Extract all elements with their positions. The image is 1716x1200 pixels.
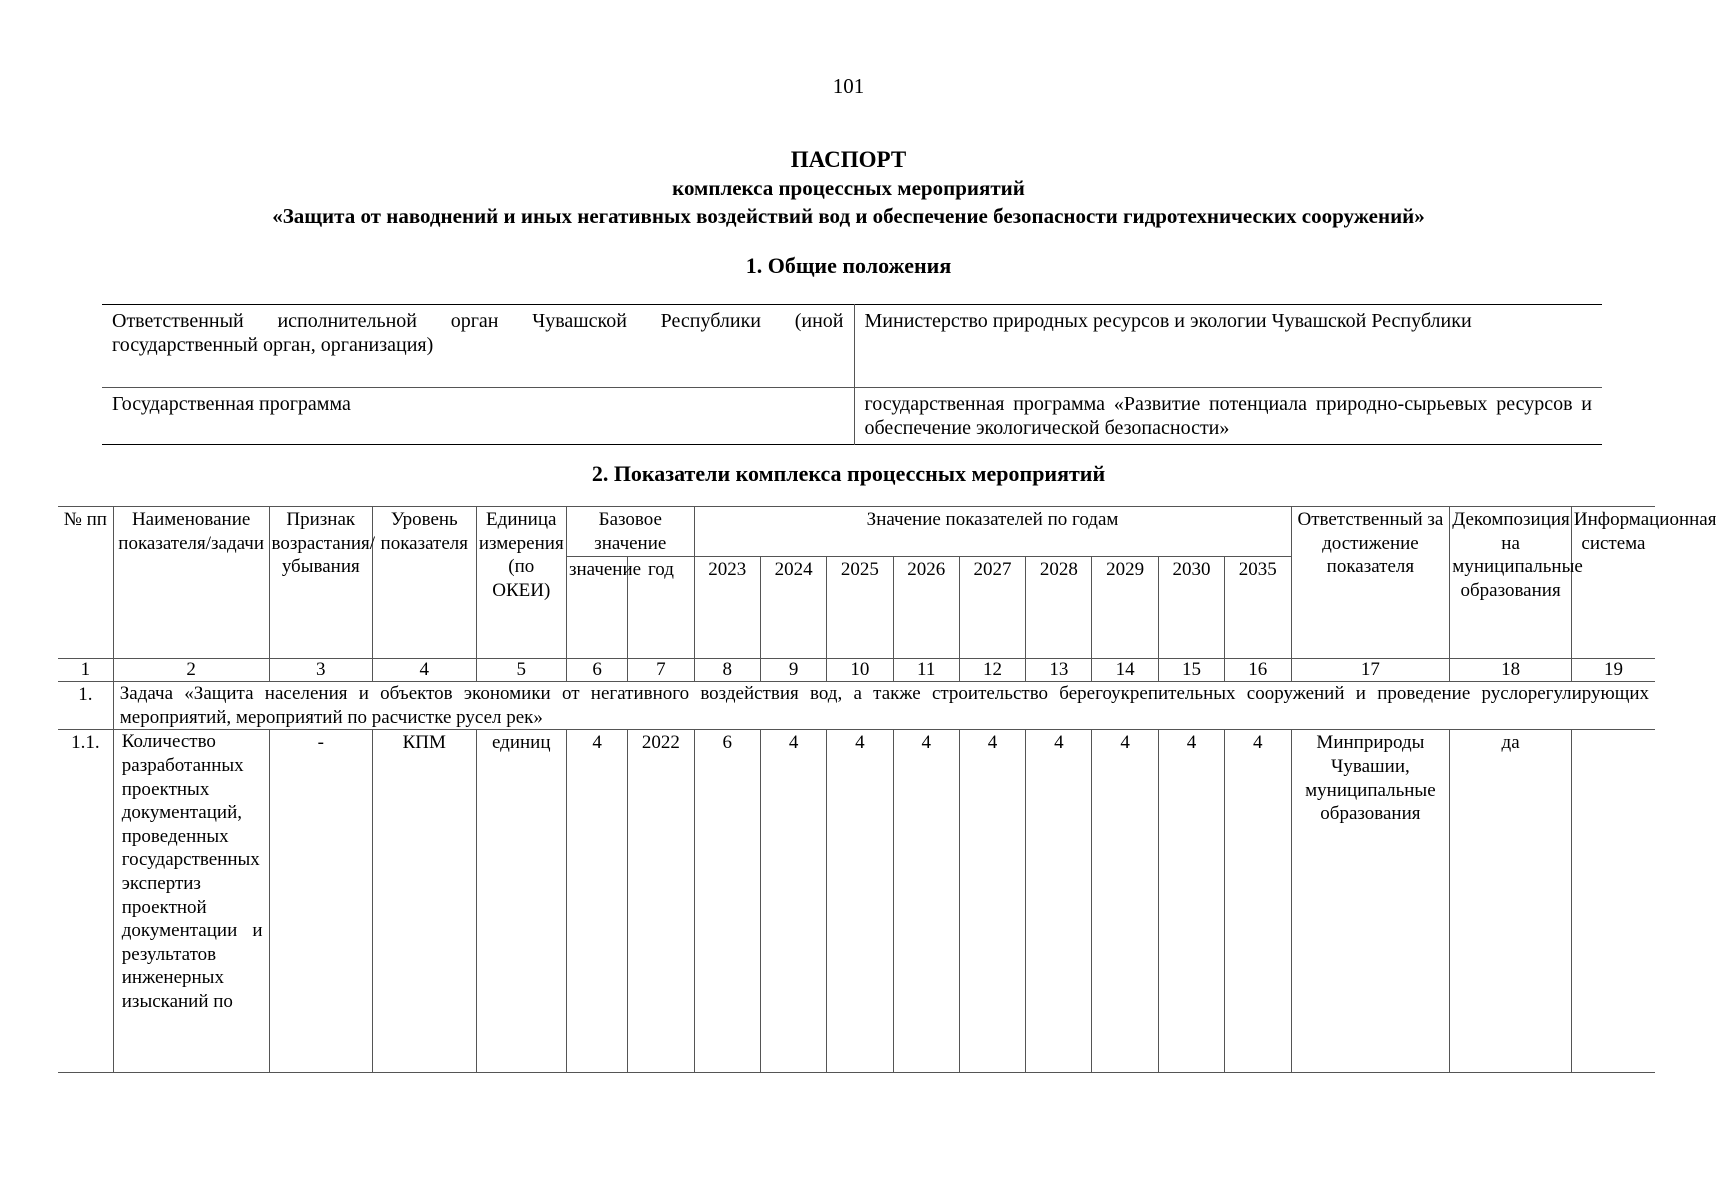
- colnum: 16: [1225, 659, 1291, 682]
- indicator-responsible: Минприроды Чувашии, муниципальные образования: [1291, 730, 1450, 1073]
- section1-heading: 1. Общие положения: [745, 253, 952, 278]
- colnum: 4: [373, 659, 477, 682]
- colnum: 19: [1571, 659, 1655, 682]
- header-year-2023: 2023: [694, 557, 760, 659]
- value-2027: 4: [959, 730, 1025, 1073]
- header-year-2025: 2025: [827, 557, 893, 659]
- task-num: 1.: [58, 682, 113, 730]
- value-2025: 4: [827, 730, 893, 1073]
- header-year-2035: 2035: [1225, 557, 1291, 659]
- colnum: 2: [113, 659, 269, 682]
- indicator-level: КПМ: [373, 730, 477, 1073]
- header-row-1: [58, 507, 1655, 557]
- header-info-system: Информационная система: [1571, 507, 1655, 659]
- title-main: ПАСПОРТ: [790, 147, 907, 172]
- indicator-unit: единиц: [476, 730, 566, 1073]
- value-2023: 6: [694, 730, 760, 1073]
- task-row: [58, 682, 1655, 730]
- indicator-decomposition: да: [1450, 730, 1572, 1073]
- colnum: 12: [959, 659, 1025, 682]
- header-years-group: Значение показателей по годам: [694, 507, 1291, 557]
- colnum: 15: [1158, 659, 1224, 682]
- task-text: Задача «Защита населения и объектов экономики от негативного воздействия вод, а также строительство берегоукрепительных сооружений и проведение руслорегулирующих мероприятий, мероприятий по расчистке русел рек»: [113, 682, 1655, 730]
- indicator-info-system: [1571, 730, 1655, 1073]
- page-number: 101: [832, 74, 865, 98]
- header-level: Уровень показателя: [373, 507, 477, 659]
- colnum: 11: [893, 659, 959, 682]
- colnum: 13: [1026, 659, 1092, 682]
- value-2029: 4: [1092, 730, 1158, 1073]
- header-unit: Единица измерения (по ОКЕИ): [476, 507, 566, 659]
- table-row: [58, 730, 1655, 1073]
- column-numbers-row: [58, 659, 1655, 682]
- colnum: 5: [476, 659, 566, 682]
- general-row-responsible: [102, 305, 1602, 388]
- indicator-base-value: 4: [566, 730, 627, 1073]
- title-line3: «Защита от наводнений и иных негативных воздействий вод и обеспечение безопасности гидротехнических сооружений»: [272, 204, 1425, 228]
- header-year-2024: 2024: [760, 557, 826, 659]
- section2-heading: 2. Показатели комплекса процессных мероприятий: [591, 461, 1106, 486]
- header-year-2027: 2027: [959, 557, 1025, 659]
- header-year-2030: 2030: [1158, 557, 1224, 659]
- title-line2: комплекса процессных мероприятий: [672, 176, 1025, 200]
- value-2028: 4: [1026, 730, 1092, 1073]
- value-2035: 4: [1225, 730, 1291, 1073]
- header-sign: Признак возрастания/ убывания: [269, 507, 373, 659]
- row-num: 1.1.: [58, 730, 113, 1073]
- header-responsible: Ответственный за достижение показателя: [1291, 507, 1450, 659]
- responsible-body-label: Ответственный исполнительной орган Чувашской Республики (иной государственный орган, организация): [102, 305, 854, 388]
- header-num: № пп: [58, 507, 113, 659]
- document-title: [0, 146, 1697, 230]
- indicators-table: [58, 506, 1716, 1073]
- header-year-2028: 2028: [1026, 557, 1092, 659]
- value-2030: 4: [1158, 730, 1224, 1073]
- indicator-sign: -: [269, 730, 373, 1073]
- indicator-base-year: 2022: [628, 730, 694, 1073]
- colnum: 18: [1450, 659, 1572, 682]
- value-2024: 4: [760, 730, 826, 1073]
- colnum: 17: [1291, 659, 1450, 682]
- colnum: 6: [566, 659, 627, 682]
- header-year-2026: 2026: [893, 557, 959, 659]
- header-base-value: значение: [566, 557, 627, 659]
- general-provisions-table: [102, 304, 1602, 445]
- header-name: Наименование показателя/задачи: [113, 507, 269, 659]
- header-decomposition: Декомпозиция на муниципальные образования: [1450, 507, 1572, 659]
- responsible-body-value: Министерство природных ресурсов и экологии Чувашской Республики: [854, 305, 1602, 388]
- header-base: Базовое значение: [566, 507, 694, 557]
- colnum: 3: [269, 659, 373, 682]
- colnum: 14: [1092, 659, 1158, 682]
- state-program-value: государственная программа «Развитие потенциала природно-сырьевых ресурсов и обеспечение экологической безопасности»: [864, 393, 1592, 439]
- colnum: 10: [827, 659, 893, 682]
- colnum: 9: [760, 659, 826, 682]
- colnum: 7: [628, 659, 694, 682]
- header-year-2029: 2029: [1092, 557, 1158, 659]
- colnum: 1: [58, 659, 113, 682]
- indicator-name: Количество разработанных проектных документаций, проведенных государственных экспертиз проектной документации и результатов инженерных изысканий по: [113, 730, 269, 1073]
- state-program-label: Государственная программа: [102, 388, 854, 445]
- colnum: 8: [694, 659, 760, 682]
- value-2026: 4: [893, 730, 959, 1073]
- general-row-program: [102, 388, 1602, 445]
- header-base-year: год: [628, 557, 694, 659]
